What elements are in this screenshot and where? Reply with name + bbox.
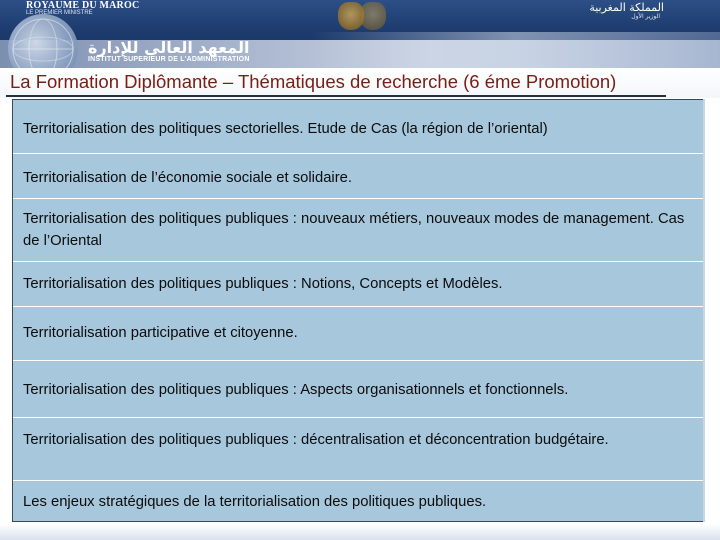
topic-text: Territorialisation de l’économie sociale et solidaire. [23,170,352,186]
topic-text: Territorialisation des politiques publiques : nouveaux métiers, nouveaux modes de management. Cas de l’Oriental [23,211,685,249]
topic-text: Territorialisation des politiques publiques : décentralisation et déconcentration budgétaire. [23,432,609,448]
ministry-name-fr: LE PREMIER MINISTRE [26,10,93,16]
table-row [13,262,703,307]
slide-title: La Formation Diplômante – Thématiques de recherche (6 éme Promotion) [10,71,617,92]
table-row [13,418,703,481]
title-underline [6,95,666,97]
banner-sweep-highlight [310,32,720,68]
footer-strip [0,524,720,540]
globe-logo-icon [8,14,78,68]
table-row [13,199,703,262]
table-shadow-edge [703,99,705,522]
header-banner [0,0,720,68]
table-row [13,100,703,154]
topic-text: Territorialisation participative et citoyenne. [23,325,298,341]
country-name-ar: المملكة المغربية [589,1,664,14]
topic-text: Les enjeux stratégiques de la territorialisation des politiques publiques. [23,494,487,510]
institute-name-fr: INSTITUT SUPERIEUR DE L'ADMINISTRATION [88,56,250,63]
coat-of-arms-shadow-icon [360,2,386,30]
table-row [13,361,703,418]
ministry-name-ar: الوزير الأول [631,13,660,20]
country-name-fr: ROYAUME DU MAROC [26,0,140,11]
topic-text: Territorialisation des politiques sectorielles. Etude de Cas (la région de l’oriental) [23,121,548,137]
table-row [13,154,703,199]
topic-text: Territorialisation des politiques publiques : Notions, Concepts et Modèles. [23,276,503,292]
institute-name-ar: المعهد العالي للإدارة [88,38,250,57]
table-row [13,481,703,521]
topics-table [12,99,704,522]
topic-text: Territorialisation des politiques publiques : Aspects organisationnels et fonctionnels. [23,382,569,398]
table-row [13,307,703,361]
